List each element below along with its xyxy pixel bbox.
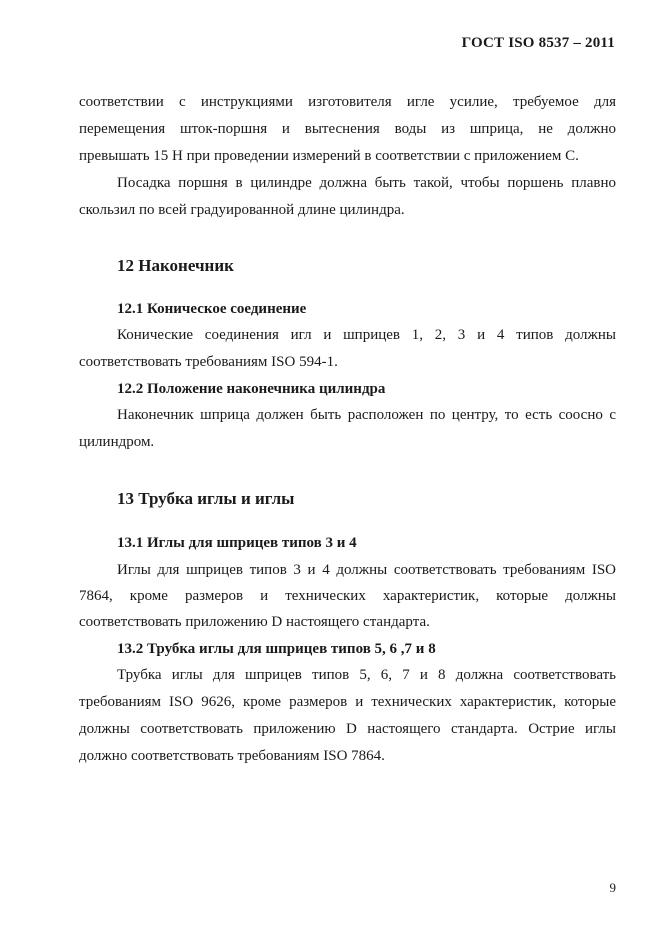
paragraph-line: соответствовать требованиям ISO 594-1. (79, 354, 338, 370)
subsection-heading-12-2: 12.2 Положение наконечника цилиндра (117, 381, 386, 397)
paragraph-line: должны соответствовать приложению D настоящего стандарта. Острие иглы (79, 721, 616, 737)
paragraph-line: 7864, кроме размеров и технических характеристик, которые должны (79, 588, 616, 604)
paragraph-line: соответствовать приложению D настоящего стандарта. (79, 614, 430, 630)
paragraph-line: Наконечник шприца должен быть расположен по центру, то есть соосно с (117, 407, 616, 423)
paragraph-line: скользил по всей градуированной длине цилиндра. (79, 202, 405, 218)
paragraph-line: требованиям ISO 9626, кроме размеров и технических характеристик, которые (79, 694, 616, 710)
paragraph-line: соответствии с инструкциями изготовителя игле усилие, требуемое для (79, 94, 616, 110)
paragraph-line: Конические соединения игл и шприцев 1, 2, 3 и 4 типов должны (117, 327, 616, 343)
paragraph-line: Иглы для шприцев типов 3 и 4 должны соответствовать требованиям ISO (117, 562, 616, 578)
paragraph-line: Трубка иглы для шприцев типов 5, 6, 7 и 8 должна соответствовать (117, 667, 616, 683)
page-number: 9 (609, 880, 616, 895)
paragraph-line: цилиндром. (79, 434, 155, 450)
subsection-heading-13-1: 13.1 Иглы для шприцев типов 3 и 4 (117, 535, 357, 551)
paragraph-line: Посадка поршня в цилиндре должна быть такой, чтобы поршень плавно (117, 175, 616, 191)
document-header: ГОСТ ISO 8537 – 2011 (461, 35, 615, 51)
paragraph-line: должно соответствовать требованиям ISO 7864. (79, 748, 385, 764)
subsection-heading-12-1: 12.1 Коническое соединение (117, 301, 307, 317)
section-heading-12: 12 Наконечник (117, 256, 234, 275)
section-heading-13: 13 Трубка иглы и иглы (117, 489, 295, 508)
paragraph-line: перемещения шток-поршня и вытеснения воды из шприца, не должно (79, 121, 616, 137)
paragraph-line: превышать 15 Н при проведении измерений в соответствии с приложением С. (79, 148, 579, 164)
subsection-heading-13-2: 13.2 Трубка иглы для шприцев типов 5, 6 ,7 и 8 (117, 641, 436, 657)
